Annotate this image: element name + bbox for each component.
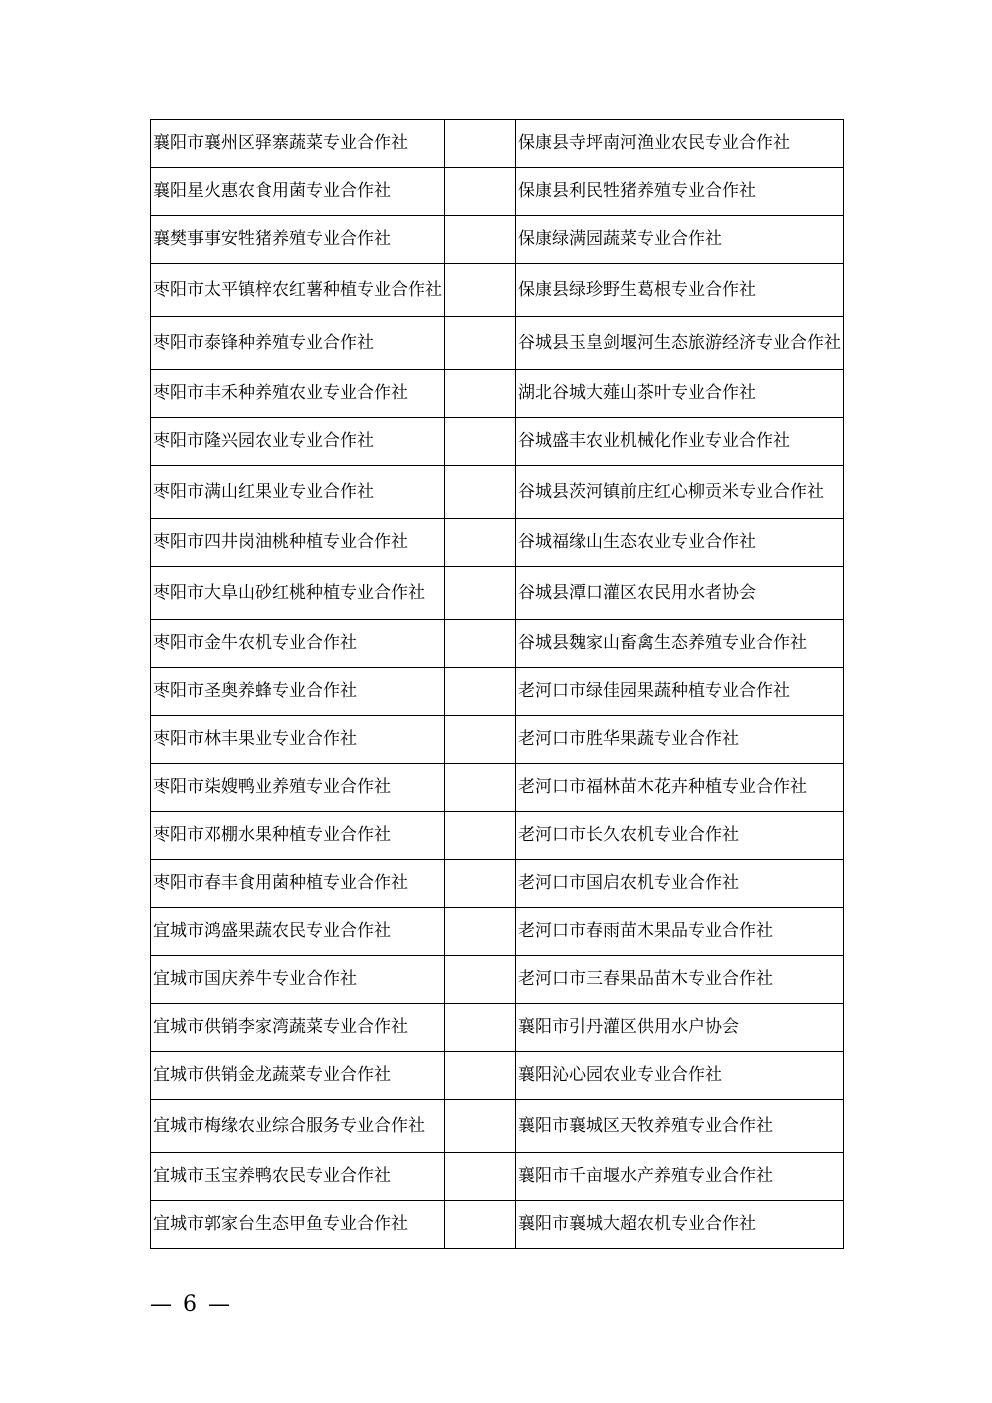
middle-cell	[445, 567, 516, 620]
left-cell: 枣阳市隆兴园农业专业合作社	[151, 418, 445, 466]
right-cell: 襄阳市襄城大超农机专业合作社	[516, 1201, 844, 1249]
right-cell: 襄阳沁心园农业专业合作社	[516, 1052, 844, 1100]
left-cell: 枣阳市柒嫂鸭业养殖专业合作社	[151, 764, 445, 812]
middle-cell	[445, 1052, 516, 1100]
left-cell: 枣阳市满山红果业专业合作社	[151, 466, 445, 519]
right-cell: 谷城县茨河镇前庄红心柳贡米专业合作社	[516, 466, 844, 519]
middle-cell	[445, 168, 516, 216]
right-cell: 老河口市绿佳园果蔬种植专业合作社	[516, 668, 844, 716]
middle-cell	[445, 716, 516, 764]
middle-cell	[445, 519, 516, 567]
middle-cell	[445, 317, 516, 370]
right-cell: 湖北谷城大薤山茶叶专业合作社	[516, 370, 844, 418]
left-cell: 襄阳星火惠农食用菌专业合作社	[151, 168, 445, 216]
right-cell: 谷城县魏家山畜禽生态养殖专业合作社	[516, 620, 844, 668]
middle-cell	[445, 956, 516, 1004]
middle-cell	[445, 860, 516, 908]
page-number: — 6 —	[150, 1292, 232, 1317]
table-row	[151, 812, 844, 860]
right-cell: 谷城县潭口灌区农民用水者协会	[516, 567, 844, 620]
left-cell: 宜城市供销李家湾蔬菜专业合作社	[151, 1004, 445, 1052]
table-row	[151, 264, 844, 317]
middle-cell	[445, 466, 516, 519]
middle-cell	[445, 1100, 516, 1153]
right-cell: 襄阳市引丹灌区供用水户协会	[516, 1004, 844, 1052]
middle-cell	[445, 812, 516, 860]
table-row	[151, 956, 844, 1004]
table-row	[151, 908, 844, 956]
left-cell: 枣阳市四井岗油桃种植专业合作社	[151, 519, 445, 567]
left-cell: 枣阳市泰锋种养殖专业合作社	[151, 317, 445, 370]
left-cell: 枣阳市太平镇梓农红薯种植专业合作社	[151, 264, 445, 317]
right-cell: 谷城福缘山生态农业专业合作社	[516, 519, 844, 567]
table-row	[151, 567, 844, 620]
table-row	[151, 1004, 844, 1052]
left-cell: 枣阳市邓棚水果种植专业合作社	[151, 812, 445, 860]
table-row	[151, 1052, 844, 1100]
right-cell: 谷城盛丰农业机械化作业专业合作社	[516, 418, 844, 466]
left-cell: 枣阳市金牛农机专业合作社	[151, 620, 445, 668]
right-cell: 老河口市福林苗木花卉种植专业合作社	[516, 764, 844, 812]
left-cell: 宜城市供销金龙蔬菜专业合作社	[151, 1052, 445, 1100]
middle-cell	[445, 1004, 516, 1052]
left-cell: 宜城市鸿盛果蔬农民专业合作社	[151, 908, 445, 956]
right-cell: 襄阳市千亩堰水产养殖专业合作社	[516, 1153, 844, 1201]
left-cell: 宜城市玉宝养鸭农民专业合作社	[151, 1153, 445, 1201]
table-row	[151, 620, 844, 668]
table-row	[151, 216, 844, 264]
table-row	[151, 168, 844, 216]
middle-cell	[445, 1153, 516, 1201]
table-row	[151, 418, 844, 466]
right-cell: 保康绿满园蔬菜专业合作社	[516, 216, 844, 264]
left-cell: 枣阳市圣奥养蜂专业合作社	[151, 668, 445, 716]
table-row	[151, 1100, 844, 1153]
table-row	[151, 1201, 844, 1249]
left-cell: 宜城市郭家台生态甲鱼专业合作社	[151, 1201, 445, 1249]
left-cell: 襄樊事事安牲猪养殖专业合作社	[151, 216, 445, 264]
middle-cell	[445, 668, 516, 716]
middle-cell	[445, 418, 516, 466]
table-row	[151, 370, 844, 418]
table-row	[151, 317, 844, 370]
middle-cell	[445, 264, 516, 317]
middle-cell	[445, 370, 516, 418]
right-cell: 老河口市国启农机专业合作社	[516, 860, 844, 908]
table-row	[151, 860, 844, 908]
left-cell: 枣阳市林丰果业专业合作社	[151, 716, 445, 764]
right-cell: 老河口市三春果品苗木专业合作社	[516, 956, 844, 1004]
middle-cell	[445, 216, 516, 264]
right-cell: 老河口市春雨苗木果品专业合作社	[516, 908, 844, 956]
table-row	[151, 466, 844, 519]
table-row	[151, 764, 844, 812]
right-cell: 老河口市胜华果蔬专业合作社	[516, 716, 844, 764]
right-cell: 谷城县玉皇剑堰河生态旅游经济专业合作社	[516, 317, 844, 370]
right-cell: 襄阳市襄城区天牧养殖专业合作社	[516, 1100, 844, 1153]
middle-cell	[445, 1201, 516, 1249]
left-cell: 宜城市梅缘农业综合服务专业合作社	[151, 1100, 445, 1153]
left-cell: 枣阳市大阜山砂红桃种植专业合作社	[151, 567, 445, 620]
table-row	[151, 668, 844, 716]
middle-cell	[445, 764, 516, 812]
table-row	[151, 120, 844, 168]
left-cell: 襄阳市襄州区驿寨蔬菜专业合作社	[151, 120, 445, 168]
right-cell: 老河口市长久农机专业合作社	[516, 812, 844, 860]
table-row	[151, 716, 844, 764]
right-cell: 保康县寺坪南河渔业农民专业合作社	[516, 120, 844, 168]
left-cell: 宜城市国庆养牛专业合作社	[151, 956, 445, 1004]
right-cell: 保康县绿珍野生葛根专业合作社	[516, 264, 844, 317]
left-cell: 枣阳市丰禾种养殖农业专业合作社	[151, 370, 445, 418]
middle-cell	[445, 908, 516, 956]
middle-cell	[445, 620, 516, 668]
cooperatives-table	[150, 119, 844, 1249]
left-cell: 枣阳市春丰食用菌种植专业合作社	[151, 860, 445, 908]
middle-cell	[445, 120, 516, 168]
table-row	[151, 1153, 844, 1201]
table-row	[151, 519, 844, 567]
right-cell: 保康县利民牲猪养殖专业合作社	[516, 168, 844, 216]
